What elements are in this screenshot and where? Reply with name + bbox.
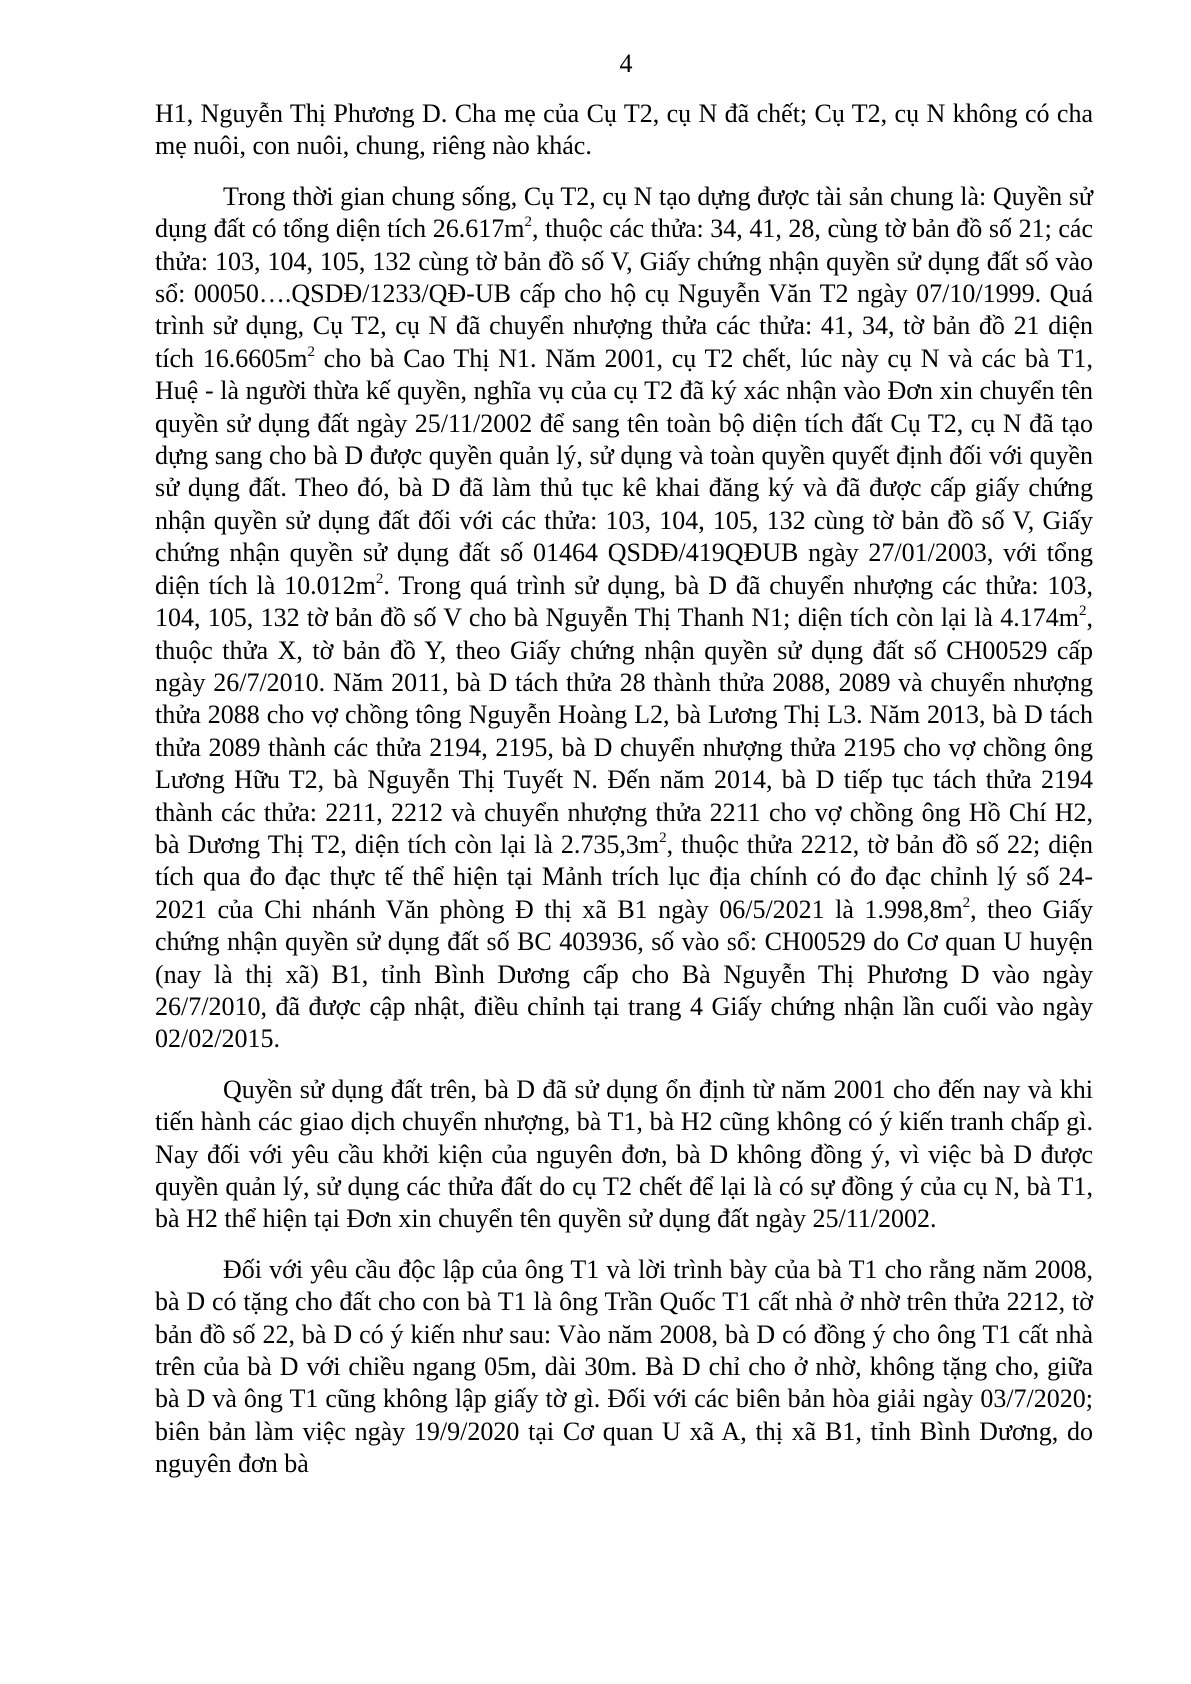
paragraph-heirs: H1, Nguyễn Thị Phương D. Cha mẹ của Cụ T2, cụ N đã chết; Cụ T2, cụ N không có cha mẹ nuôi, con nuôi, chung, riêng nào khác. bbox=[155, 99, 1093, 161]
paragraph-stable-use: Quyền sử dụng đất trên, bà D đã sử dụng ổn định từ năm 2001 cho đến nay và khi tiến hành các giao dịch chuyển nhượng, bà T1, bà H2 cũng không có ý kiến tranh chấp gì. Nay đối với yêu cầu khởi kiện của nguyên đơn, bà D không đồng ý, vì việc bà D được quyền quản lý, sử dụng các thửa đất do cụ T2 chết để lại là có sự đồng ý của cụ N, bà T1, bà H2 thể hiện tại Đơn xin chuyển tên quyền sử dụng đất ngày 25/11/2002. bbox=[155, 1074, 1093, 1234]
paragraph-common-property: Trong thời gian chung sống, Cụ T2, cụ N tạo dựng được tài sản chung là: Quyền sử dụng đất có tổng diện tích $26.617m^2$, thuộc các thửa: 34, 41, 28, cùng tờ bản đồ số 21; các thửa: 103, 104, 105, 132 cùng tờ bản đồ số V, Giấy chứng nhận quyền sử dụng đất số vào sổ: 00050….QSDĐ/1233/QĐ-UB cấp cho hộ cụ Nguyễn Văn T2 ngày 07/10/1999. Quá trình sử dụng, Cụ T2, cụ N đã chuyển nhượng thửa các thửa: 41, 34, tờ bản đồ 21 diện tích $16.6605m^2$ cho bà Cao Thị N1. Năm 2001, cụ T2 chết, lúc này cụ N và các bà T1, Huệ - là người thừa kế quyền, nghĩa vụ của cụ T2 đã ký xác nhận vào Đơn xin chuyển tên quyền sử dụng đất ngày 25/11/2002 để sang tên toàn bộ diện tích đất Cụ T2, cụ N đã tạo dựng sang cho bà D được quyền quản lý, sử dụng và toàn quyền quyết định đối với quyền sử dụng đất. Theo đó, bà D đã làm thủ tục kê khai đăng ký và đã được cấp giấy chứng nhận quyền sử dụng đất đối với các thửa: 103, 104, 105, 132 cùng tờ bản đồ số V, Giấy chứng nhận quyền sử dụng đất số 01464 QSDĐ/419QĐUB ngày 27/01/2003, với tổng diện tích là $10.012m^2$. Trong quá trình sử dụng, bà D đã chuyển nhượng các thửa: 103, 104, 105, 132 tờ bản đồ số V cho bà Nguyễn Thị Thanh N1; diện tích còn lại là $4.174m^2$, thuộc thửa X, tờ bản đồ Y, theo Giấy chứng nhận quyền sử dụng đất số CH00529 cấp ngày 26/7/2010. Năm 2011, bà D tách thửa 28 thành thửa 2088, 2089 và chuyển nhượng thửa 2088 cho vợ chồng tông Nguyễn Hoàng L2, bà Lương Thị L3. Năm 2013, bà D tách thửa 2089 thành các thửa 2194, 2195, bà D chuyển nhượng thửa 2195 cho vợ chồng ông Lương Hữu T2, bà Nguyễn Thị Tuyết N. Đến năm 2014, bà D tiếp tục tách thửa 2194 thành các thửa: 2211, 2212 và chuyển nhượng thửa 2211 cho vợ chồng ông Hồ Chí H2, bà Dương Thị T2, diện tích còn lại là $2.735,3m^2$, thuộc thửa 2212, tờ bản đồ số 22; diện tích qua đo đạc thực tế thể hiện tại Mảnh trích lục địa chính có đo đạc chỉnh lý số 24-2021 của Chi nhánh Văn phòng Đ thị xã B1 ngày 06/5/2021 là $1.998,8m^2$, theo Giấy chứng nhận quyền sử dụng đất số BC 403936, số vào sổ: CH00529 do Cơ quan U huyện (nay là thị xã) B1, tỉnh Bình Dương cấp cho Bà Nguyễn Thị Phương D vào ngày 26/7/2010, đã được cập nhật, điều chỉnh tại trang 4 Giấy chứng nhận lần cuối vào ngày 02/02/2015. bbox=[155, 181, 1094, 1054]
paragraph-independent-claim: Đối với yêu cầu độc lập của ông T1 và lời trình bày của bà T1 cho rằng năm 2008, bà D có tặng cho đất cho con bà T1 là ông Trần Quốc T1 cất nhà ở nhờ trên thửa 2212, tờ bản đồ số 22, bà D có ý kiến như sau: Vào năm 2008, bà D có đồng ý cho ông T1 cất nhà trên của bà D với chiều ngang 05m, dài 30m. Bà D chỉ cho ở nhờ, không tặng cho, giữa bà D và ông T1 cũng không lập giấy tờ gì. Đối với các biên bản hòa giải ngày 03/7/2020; biên bản làm việc ngày 19/9/2020 tại Cơ quan U xã A, thị xã B1, tỉnh Bình Dương, do nguyên đơn bà bbox=[155, 1254, 1093, 1479]
page-number: 4 bbox=[619, 49, 633, 78]
